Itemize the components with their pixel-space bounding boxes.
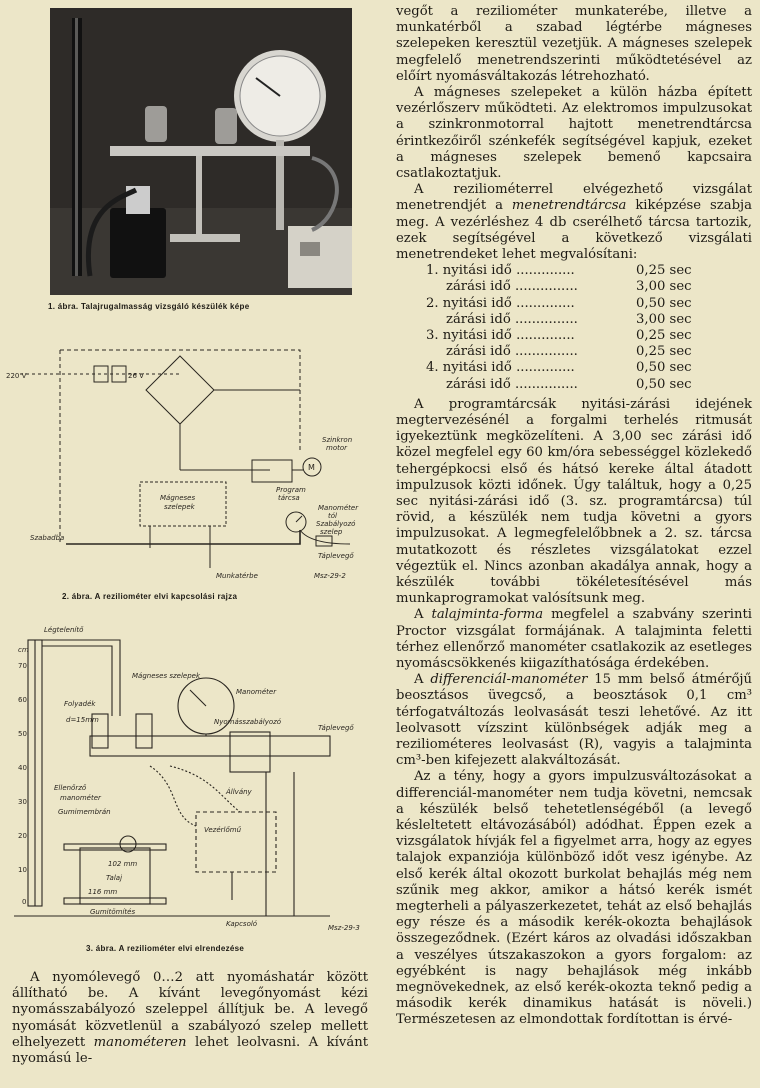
scale-40: 40 [18, 764, 27, 772]
label-nyomasszabalyozo: Nyomásszabályozó [214, 718, 282, 726]
paragraph-5: A talajminta-forma megfelel a szabvány szerinti Proctor vizsgálat formájának. A talajminta feletti térhez ellenőrző manométer csatlakozik az esetleges nyomáscsökkenés kiigazíthatósága érdekében. [396, 607, 752, 671]
label-szabalyozo: Szabályozó [316, 520, 356, 528]
label-motor: motor [326, 444, 348, 452]
label-szabadba: Szabadba [30, 534, 65, 542]
paragraph-6-emphasis: differenciál-manométer [430, 672, 588, 688]
scale-70: 70 [18, 662, 27, 670]
label-talaj: Talaj [106, 874, 123, 882]
scale-50: 50 [18, 730, 27, 738]
figure-2-caption: 2. ábra. A reziliométer elvi kapcsolási rajza [62, 592, 238, 601]
figure-3-caption: 3. ábra. A reziliométer elvi elrendezése [86, 944, 245, 953]
label-code-fig3: Msz-29-3 [328, 924, 360, 932]
paragraph-3-emphasis: menetrendtárcsa [511, 198, 627, 214]
schedule-row: 3. nyitási idő .............. 0,25 sec [426, 328, 692, 343]
figure-2-circuit-diagram [0, 332, 380, 590]
schedule-row: 2. nyitási idő .............. 0,50 sec [426, 295, 692, 311]
paragraph-7: Az a tény, hogy a gyors impulzusváltozásokat a differenciál-manométer nem tudja követni, nemcsak a készülék belső tehetetlenségéből (a levegő késleltetett eltávozásából) adódhat. Éppen ezek a vizsgálatok hívják fel a figyelmet arra, hogy az egyes talajok expanziója különböző időt vesz igénybe. Az első kerék által okozott burkolat behajlás még nem szűnik meg akkor, amikor a hátsó kerék ismét megterheli a pályaszerkezetet, tehát az első behajlás egy része és a második kerék-okozta behajlások összegeződnek. (Ezért káros az olvadási időszakban a veszélyes útszakaszokon a gyors forgalom: az egyébként is nagy behajlások még inkább megnövekednek, az első kerék-okozta teknő pedig a második kerék dinamikus hatását is növeli.) Természetesen az elmondottak fordítottan is érvé- [396, 769, 752, 1028]
figure-1-photo [50, 8, 352, 295]
label-tol: tól [328, 512, 337, 520]
label-munkaterbe: Munkatérbe [216, 572, 258, 580]
scale-20: 20 [18, 832, 27, 840]
label-gumitomites: Gumitömítés [90, 908, 136, 916]
scale-10: 10 [18, 866, 27, 874]
paragraph-4: A programtárcsák nyitási-zárási idejének megtervezésénél a forgalmi terhelés ritmusát igyekeztünk megközelíteni. A 3,00 sec zárási idő közel megfelel egy 60 km/óra sebességgel közlekedő tehergépkocsi első és hátsó kereke által átadott impulzusok közti időnek. Úgy találtuk, hogy a 0,25 sec nyitási-zárási idő (3. sz. programtárcsa) túl rövid, a készülék nem tudja követni a gyors impulzusokat. A legmegfelelőbbnek a 2. sz. tárcsa mutatkozott és részletes vizsgálatokat ezzel végeztük el. Nincs azonban akadálya annak, hogy a készülék további tökéletesítésével más munkaprogramokat valósítsunk meg. [396, 396, 752, 607]
label-cm: cm [18, 646, 29, 654]
left-paragraph: A nyomólevegő 0…2 att nyomáshatár között állítható be. A kívánt levegőnyomást kézi nyomásszabályozó szeleppel állítjuk be. A levegő nyomását közvetlenül a szabályozó szelep mellett elhelyezett [12, 970, 368, 1050]
label-26v: 26 V [128, 372, 144, 380]
schedule-row: 4. nyitási idő .............. 0,50 sec [426, 360, 692, 376]
label-szinkron: Szinkron [322, 436, 353, 444]
label-vezerlomu: Vezérlőmű [204, 826, 242, 834]
label-code-fig2: Msz-29-2 [314, 572, 346, 580]
label-magneses: Mágneses [160, 494, 196, 502]
label-manometer: Manométer [236, 688, 277, 696]
label-116mm: 116 mm [88, 888, 118, 896]
scale-60: 60 [18, 696, 27, 704]
left-emphasis: manométeren [93, 1034, 187, 1050]
label-tarcsa: tárcsa [278, 494, 300, 502]
label-kapcsolo: Kapcsoló [226, 920, 258, 928]
scale-0: 0 [22, 898, 27, 906]
figure-3-layout-diagram [0, 616, 380, 936]
label-allvany: Állvány [226, 788, 252, 796]
label-m: M [308, 463, 315, 472]
label-ellenorzo: Ellenőrző [54, 784, 87, 792]
scale-30: 30 [18, 798, 27, 806]
schedule-row: zárási idő ............... 3,00 sec [446, 311, 692, 327]
label-tapleveg: Táplevegő [318, 724, 354, 732]
label-gumimembran: Gumimembrán [58, 808, 111, 816]
label-program: Program [276, 486, 306, 494]
paragraph-1: vegőt a reziliométer munkaterébe, illetve a munkatérből a szabad légtérbe mágneses szelepeken keresztül vezetjük. A mágneses szelepek megfelelő menetrendszerinti működtetésével az előírt nyomásváltakozás létrehozható. [396, 4, 752, 84]
label-legtelenito: Légtelenítő [44, 626, 84, 634]
label-szelep: szelep [320, 528, 343, 536]
label-folyadek: Folyadék [64, 700, 96, 708]
figure-1-caption: 1. ábra. Talajrugalmasság vizsgáló készülék képe [48, 302, 250, 311]
paragraph-6: A differenciál-manométer 15 mm belső átmérőjű beosztásos üvegcső, a beosztások 0,1 cm³ térfogatváltozás leolvasását teszi lehetővé. Az itt leolvasott vízszint különbségek adják meg a reziliométeres leolvasást (R), vagyis a talajminta cm³-ben kifejezett alakváltozását. [396, 672, 753, 769]
schedule-list [396, 263, 752, 393]
paragraph-2: A mágneses szelepeket a külön házba épített vezérlőszerv működteti. Az elektromos impulzusokat a szinkronmotorral hajtott menetrendtárcsa érintkezőiről szénkefék segítségével kapjuk, ezeket a mágneses szelepek bemenő kapcsaira csatlakoztatjuk. [396, 85, 752, 182]
device-photo-illustration [50, 8, 352, 295]
label-tapleveg: Táplevegő [318, 552, 354, 560]
schedule-row: zárási idő ............... 0,50 sec [446, 376, 692, 392]
right-column [396, 4, 752, 1029]
label-manometer: Manométer [318, 504, 359, 512]
label-manometer2: manométer [60, 794, 101, 802]
schedule-row: zárási idő ............... 3,00 sec [446, 279, 692, 295]
left-column-text [12, 970, 368, 1067]
label-d15: d=15mm [66, 716, 99, 724]
label-220v: 220 V [6, 372, 27, 380]
label-szelepek: szelepek [164, 503, 195, 511]
schedule-row: zárási idő ............... 0,25 sec [446, 344, 692, 360]
label-magneses-szelepek: Mágneses szelepek [132, 672, 201, 680]
paragraph-3: A reziliométerrel elvégezhető vizsgálat menetrendjét a menetrendtárcsa kiképzése szabja meg. A vezérléshez 4 db cserélhető tárcsa tartozik, ezek segítségével a következő vizsgálati menetrendeket lehet megvalósítani: [396, 182, 753, 263]
paragraph-5-emphasis: talajminta-forma [431, 607, 544, 623]
schedule-row: 1. nyitási idő .............. 0,25 sec [426, 263, 692, 279]
left-paragraph-end: lehet leolvasni. A kívánt nyomású le- [12, 1034, 368, 1067]
label-102mm: 102 mm [108, 860, 138, 868]
